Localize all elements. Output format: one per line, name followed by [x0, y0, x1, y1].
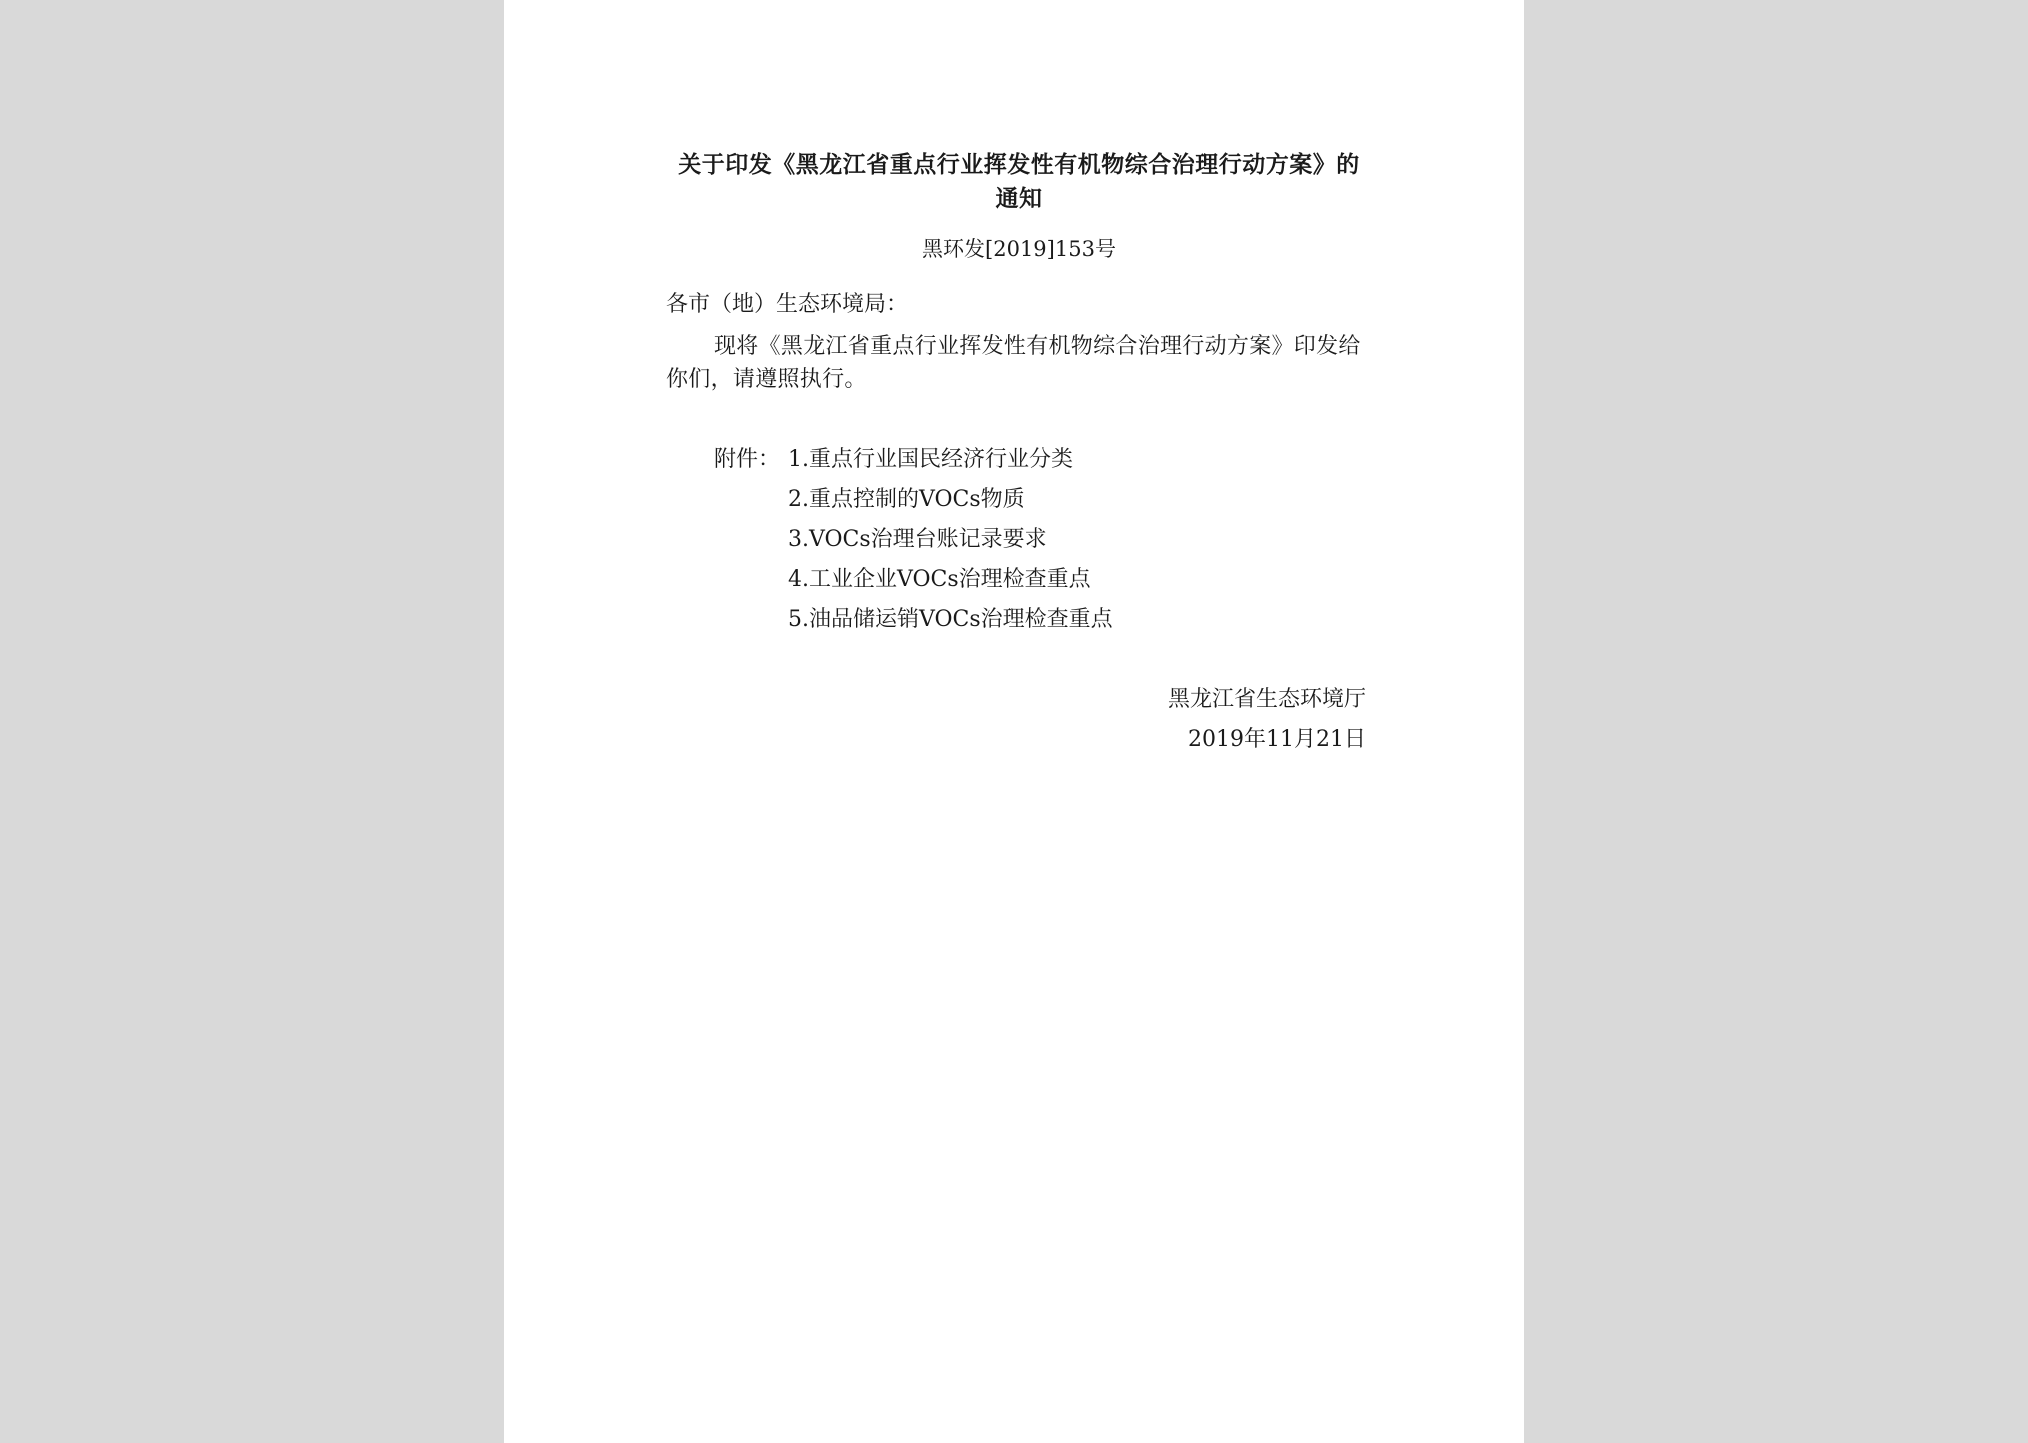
attachment-item: [714, 600, 1113, 640]
attachments-list: [714, 440, 1113, 640]
attachments-label: 附件：: [714, 447, 781, 472]
attachment-item: [714, 560, 1113, 600]
title-line-2: 通知: [995, 185, 1043, 212]
attachment-item: [714, 440, 1113, 480]
document-title: [664, 148, 1374, 216]
title-line-1: 关于印发《黑龙江省重点行业挥发性有机物综合治理行动方案》的: [678, 151, 1360, 178]
attachment-text: 1.重点行业国民经济行业分类: [788, 447, 1073, 472]
issue-date: 2019年11月21日: [1188, 727, 1366, 752]
attachment-text: 2.重点控制的VOCs物质: [788, 487, 1025, 512]
attachment-text: 4.工业企业VOCs治理检查重点: [788, 567, 1091, 592]
signature-block: [1168, 680, 1366, 760]
attachment-item: [714, 520, 1113, 560]
attachment-text: 5.油品储运销VOCs治理检查重点: [788, 607, 1113, 632]
salutation: 各市（地）生态环境局：: [666, 292, 909, 317]
document-number: 黑环发[2019]153号: [922, 237, 1116, 261]
attachment-item: [714, 480, 1113, 520]
issuer-name: 黑龙江省生态环境厅: [1167, 687, 1366, 712]
document-page: [504, 0, 1524, 1443]
body-paragraph: 现将《黑龙江省重点行业挥发性有机物综合治理行动方案》印发给你们，请遵照执行。: [666, 334, 1361, 392]
attachment-text: 3.VOCs治理台账记录要求: [788, 527, 1047, 552]
